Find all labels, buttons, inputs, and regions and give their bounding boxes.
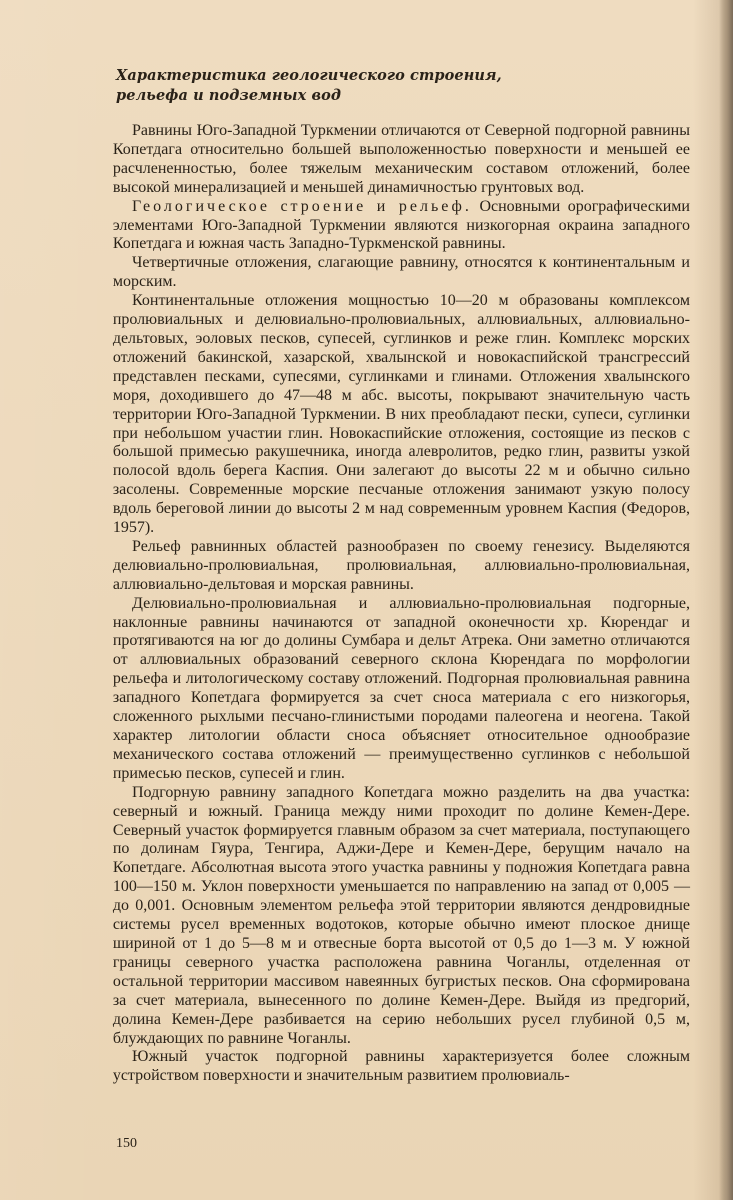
paragraph-7: Подгорную равнину западного Копетдага можно разделить на два участка: северный и южный. Граница между ними проходит по долине Кемен-Дере. Северный участок формируется главным образом за счет материала, поступающего по долинам Гяура, Тенгира, Аджи-Дере и Кемен-Дере, берущим начало на Копетдаге. Абсолютная высота этого участка равнины у подножия Копетдага равна 100—150 м. Уклон поверхности уменьшается по направлению на запад от 0,005 — до 0,001. Основным элементом рельефа этой территории являются дендровидные системы русел временных водотоков, которые обычно имеют плоское днище шириной от 1 до 5—8 м и отвесные борта высотой от 0,5 до 1—3 м. У южной границы северного участка расположена равнина Чоганлы, отделенная от остальной территории массивом навеянных бугристых песков. Она сформирована за счет материала, вынесенного по долине Кемен-Дере. Выйдя из предгорий, долина Кемен-Дере разбивается на серию небольших русел глубиной 0,5 м, блуждающих по равнине Чоганлы. [112, 783, 690, 1047]
page-content [112, 66, 690, 1086]
heading-line-1: Характеристика геологического строения, [116, 67, 502, 84]
paragraph-6: Делювиально-пролювиальная и аллювиально-пролювиальная подгорные, наклонные равнины начинаются от западной оконечности хр. Кюрендаг и протягиваются на юг до долины Сумбара и дельт Атрека. Они заметно отличаются от аллювиальных образований северного склона Кюрендага по морфологии рельефа и литологическому составу отложений. Подгорная пролювиальная равнина западного Копетдага формируется за счет сноса материала с его низкогорья, сложенного рыхлыми песчано-глинистыми породами палеогена и неогена. Такой характер литологии области сноса объясняет относительное однообразие механического состава отложений — преимущественно суглинков с небольшой примесью песков, супесей и глин. [112, 594, 690, 782]
book-spine-shadow [719, 0, 733, 1200]
paragraph-2-lead: Геологическое строение и рельеф. [132, 197, 472, 215]
paragraph-5: Рельеф равнинных областей разнообразен по своему генезису. Выделяются делювиально-пролювиальная, пролювиальная, аллювиально-пролювиальная, аллювиально-дельтовая и морская равнины. [112, 537, 690, 593]
paragraph-1: Равнины Юго-Западной Туркмении отличаются от Северной подгорной равнины Копетдага относительно большей выположенностью поверхности и меньшей ее расчлененностью, более тяжелым механическим составом отложений, более высокой минерализацией и меньшей динамичностью грунтовых вод. [112, 122, 690, 196]
paragraph-2-rest: Основными орографическими элементами Юго-Западной Туркмении являются низкогорная окраина западного Копетдага и южная часть Западно-Туркменской равнины. [112, 197, 690, 253]
paragraph-2 [113, 198, 690, 255]
heading-line-2: рельефа и подземных вод [116, 87, 342, 104]
section-heading [116, 66, 690, 106]
paragraph-8: Южный участок подгорной равнины характеризуется более сложным устройством поверхности и значительным развитием пролювиаль- [112, 1048, 690, 1085]
paragraph-3: Четвертичные отложения, слагающие равнину, относятся к континентальным и морским. [112, 254, 690, 291]
page-number: 150 [116, 1136, 137, 1151]
paragraph-4: Континентальные отложения мощностью 10—20 м образованы комплексом пролювиальных и делювиально-пролювиальных, аллювиальных, аллювиально-дельтовых, эоловых песков, супесей, суглинков и реже глин. Комплекс морских отложений бакинской, хазарской, хвалынской и новокаспийской трансгрессий представлен песками, супесями, суглинками и глинами. Отложения хвалынского моря, доходившего до 47—48 м абс. высоты, покрывают значительную часть территории Юго-Западной Туркмении. В них преобладают пески, супеси, суглинки при небольшом участии глин. Новокаспийские отложения, состоящие из песков с большой примесью ракушечника, иногда алевролитов, редко глин, развиты узкой полосой вдоль берега Каспия. Они залегают до высоты 22 м и обычно сильно засолены. Современные морские песчаные отложения занимают узкую полосу вдоль береговой линии до высоты 2 м над современным уровнем Каспия (Федоров, 1957). [112, 292, 690, 537]
